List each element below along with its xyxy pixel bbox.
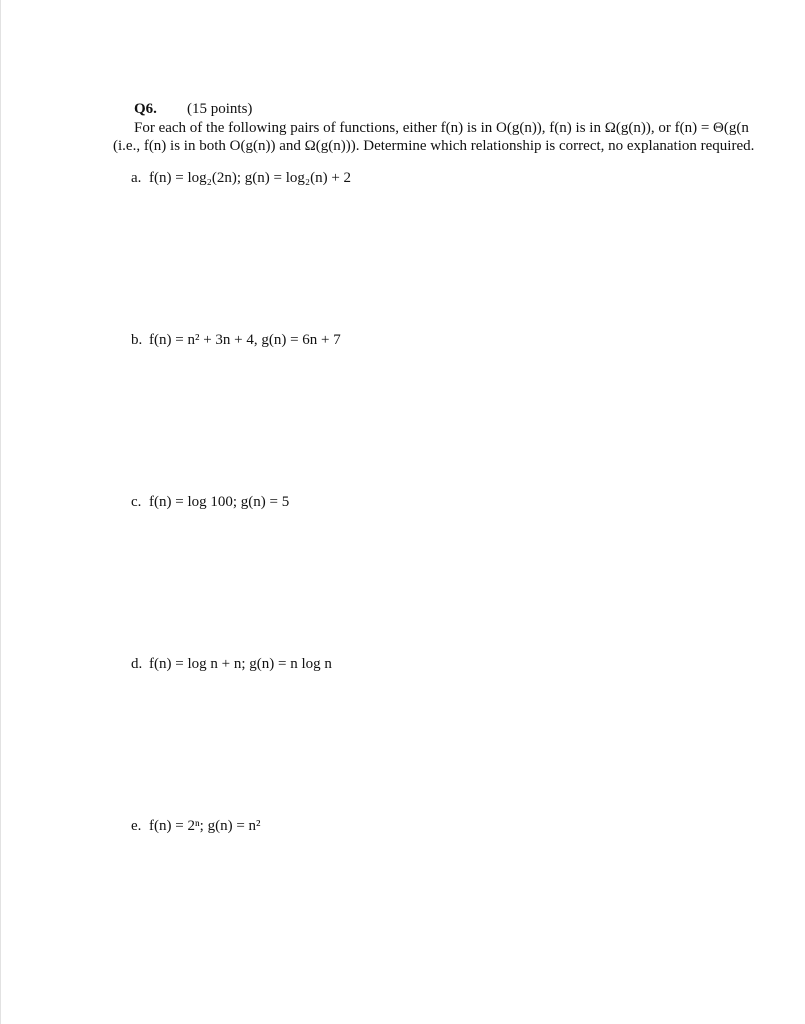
part-label: c. [131, 494, 142, 510]
part-c [131, 494, 289, 511]
part-expression: f(n) = log₂(2n); g(n) = log₂(n) + 2 [149, 170, 352, 186]
part-label: b. [131, 332, 143, 348]
question-intro-line-2: (i.e., f(n) is in both O(g(n)) and Ω(g(n))). Determine which relationship is correct, no explanation required. [113, 138, 755, 154]
part-label: a. [131, 170, 142, 186]
part-expression: f(n) = n² + 3n + 4, g(n) = 6n + 7 [149, 332, 341, 348]
page-edge-divider [0, 0, 1, 1024]
question-points: (15 points) [187, 101, 253, 117]
part-e [131, 818, 261, 835]
part-expression: f(n) = 2ⁿ; g(n) = n² [149, 818, 261, 834]
question-number: Q6. [134, 101, 157, 117]
part-b [131, 332, 341, 349]
part-a [131, 170, 351, 187]
question-intro-line-1: For each of the following pairs of functions, either f(n) is in O(g(n)), f(n) is in Ω(g(n)), or f(n) = Θ(g(n [134, 120, 749, 136]
question-header [134, 101, 252, 118]
part-expression: f(n) = log n + n; g(n) = n log n [149, 656, 332, 672]
part-expression: f(n) = log 100; g(n) = 5 [149, 494, 290, 510]
part-label: e. [131, 818, 142, 834]
part-label: d. [131, 656, 143, 672]
part-d [131, 656, 332, 673]
